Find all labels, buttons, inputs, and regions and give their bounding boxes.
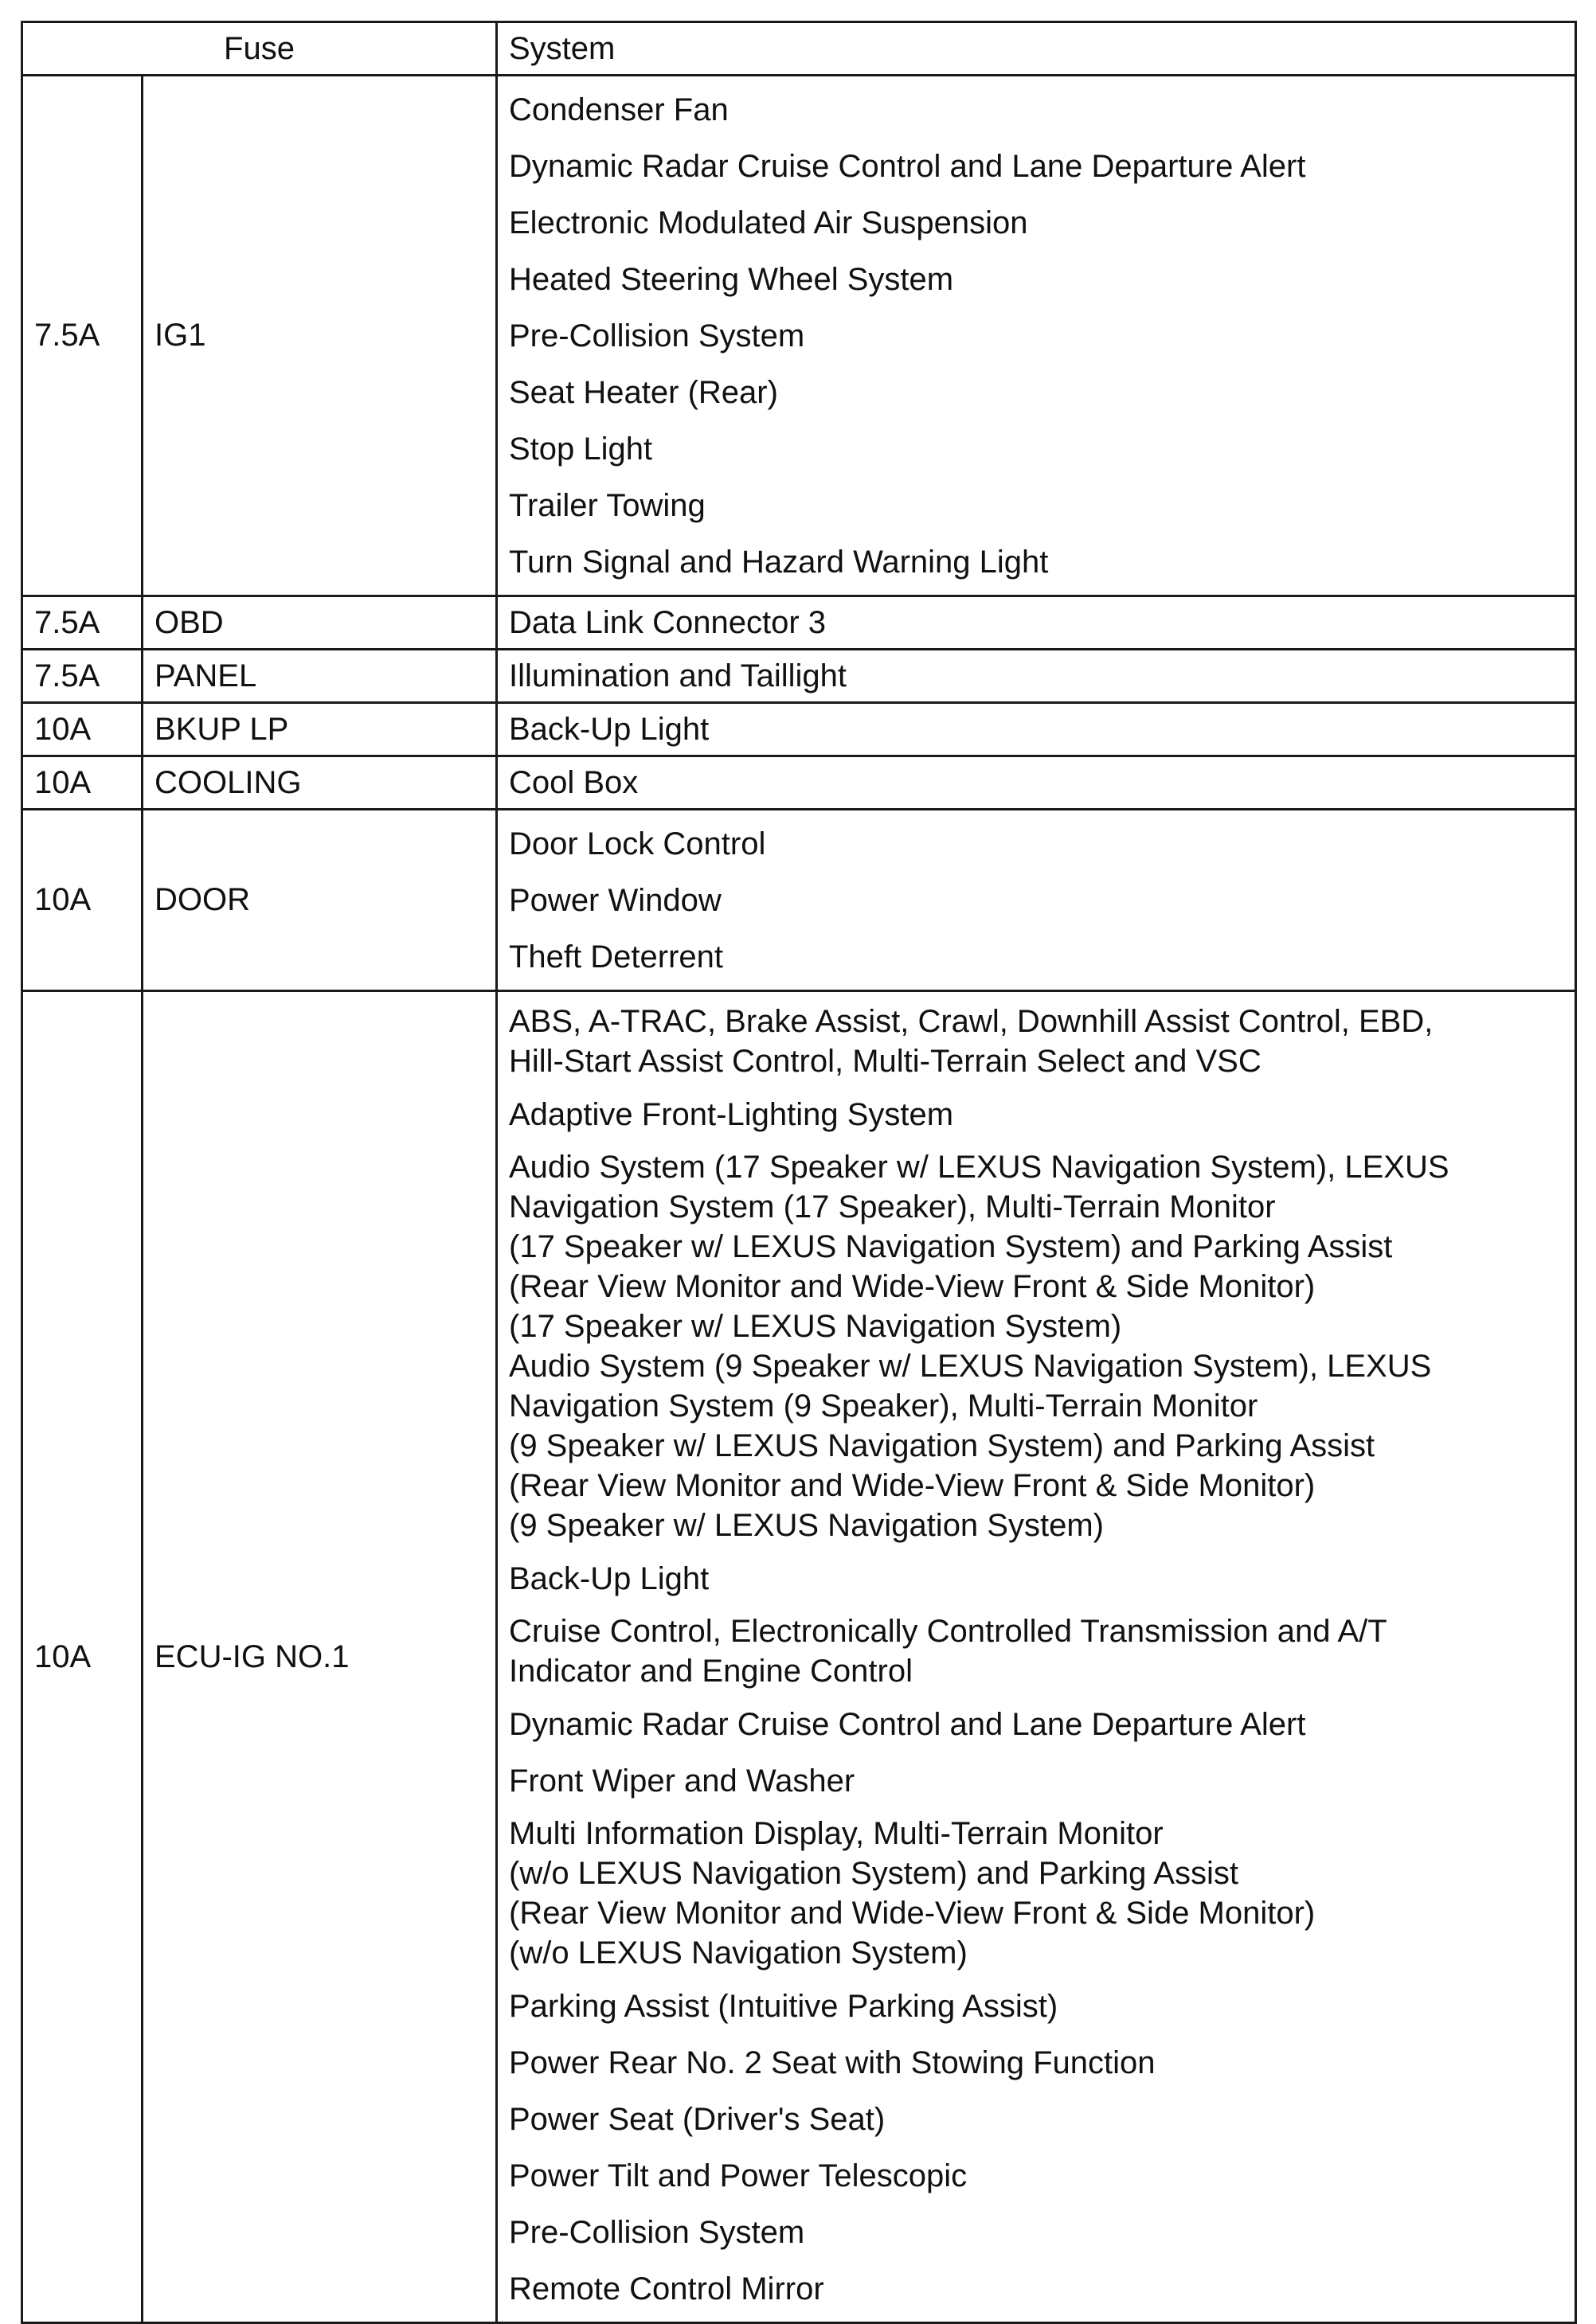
system-item: Electronic Modulated Air Suspension (509, 205, 1028, 240)
fuse-name: DOOR (143, 810, 497, 991)
system-item: Power Rear No. 2 Seat with Stowing Function (509, 2045, 1156, 2080)
system-item: Condenser Fan (509, 92, 729, 127)
system-item: Front Wiper and Washer (509, 1763, 855, 1799)
fuse-systems (497, 991, 1576, 2323)
fuse-name: ECU-IG NO.1 (143, 991, 497, 2323)
system-item: Audio System (17 Speaker w/ LEXUS Navigation System), LEXUS Navigation System (17 Speaker), Multi-Terrain Monitor (17 Speaker w/ LEXUS Navigation System) and Parking Assist (Rear View Monitor and Wide-View Front & Side Monitor) (17 Speaker w/ LEXUS Navigation System) Audio System (9 Speaker w/ LEXUS Navigation System), LEXUS Navigation System (9 Speaker), Multi-Terrain Monitor (9 Speaker w/ LEXUS Navigation System) and Parking Assist (Rear View Monitor and Wide-View Front & Side Monitor) (9 Speaker w/ LEXUS Navigation System) (509, 1150, 1449, 1543)
table-row (22, 810, 1576, 991)
system-item: Power Window (509, 882, 722, 918)
system-item: Back-Up Light (509, 1560, 710, 1596)
fuse-name: PANEL (143, 650, 497, 703)
system-item: Pre-Collision System (509, 2214, 805, 2250)
fuse-systems: Illumination and Taillight (497, 650, 1576, 703)
fuse-systems (497, 810, 1576, 991)
fuse-systems: Data Link Connector 3 (497, 596, 1576, 650)
fuse-name: COOLING (143, 756, 497, 810)
system-item: Dynamic Radar Cruise Control and Lane Departure Alert (509, 1706, 1306, 1742)
table-row (22, 650, 1576, 703)
fuse-systems (497, 76, 1576, 596)
system-item: Seat Heater (Rear) (509, 374, 778, 410)
system-item: Door Lock Control (509, 826, 766, 861)
table-row (22, 991, 1576, 2323)
system-item: Turn Signal and Hazard Warning Light (509, 544, 1049, 580)
system-item: Adaptive Front-Lighting System (509, 1096, 954, 1132)
table-row (22, 703, 1576, 756)
system-item: Dynamic Radar Cruise Control and Lane Departure Alert (509, 148, 1306, 184)
fuse-name: IG1 (143, 76, 497, 596)
fuse-table (21, 21, 1577, 2324)
system-item: Power Tilt and Power Telescopic (509, 2158, 968, 2193)
fuse-systems: Back-Up Light (497, 703, 1576, 756)
fuse-amperage: 7.5A (22, 650, 143, 703)
system-item: Stop Light (509, 431, 653, 467)
fuse-table-body (22, 76, 1576, 2323)
fuse-name: BKUP LP (143, 703, 497, 756)
system-item: Cruise Control, Electronically Controlled Transmission and A/T Indicator and Engine Control (509, 1614, 1387, 1689)
system-item: Remote Control Mirror (509, 2271, 824, 2306)
table-row (22, 756, 1576, 810)
system-item: Heated Steering Wheel System (509, 261, 954, 297)
system-list (509, 997, 1563, 2317)
fuse-amperage: 7.5A (22, 596, 143, 650)
system-item: Pre-Collision System (509, 318, 805, 353)
fuse-amperage: 10A (22, 703, 143, 756)
fuse-amperage: 10A (22, 991, 143, 2323)
fuse-amperage: 7.5A (22, 76, 143, 596)
system-list (509, 815, 1563, 985)
system-item: Trailer Towing (509, 487, 706, 523)
fuse-systems: Cool Box (497, 756, 1576, 810)
system-item: ABS, A-TRAC, Brake Assist, Crawl, Downhill Assist Control, EBD, Hill-Start Assist Control, Multi-Terrain Select and VSC (509, 1004, 1434, 1079)
table-row (22, 596, 1576, 650)
system-item: Parking Assist (Intuitive Parking Assist) (509, 1988, 1058, 2024)
table-header-row (22, 22, 1576, 76)
table-row (22, 76, 1576, 596)
fuse-column-header: Fuse (22, 22, 497, 76)
fuse-amperage: 10A (22, 756, 143, 810)
system-list (509, 81, 1563, 590)
system-item: Multi Information Display, Multi-Terrain Monitor (w/o LEXUS Navigation System) and Parking Assist (Rear View Monitor and Wide-View Front & Side Monitor) (w/o LEXUS Navigation System) (509, 1816, 1316, 1971)
fuse-name: OBD (143, 596, 497, 650)
fuse-amperage: 10A (22, 810, 143, 991)
system-item: Theft Deterrent (509, 939, 724, 975)
system-item: Power Seat (Driver's Seat) (509, 2101, 886, 2137)
system-column-header: System (497, 22, 1576, 76)
